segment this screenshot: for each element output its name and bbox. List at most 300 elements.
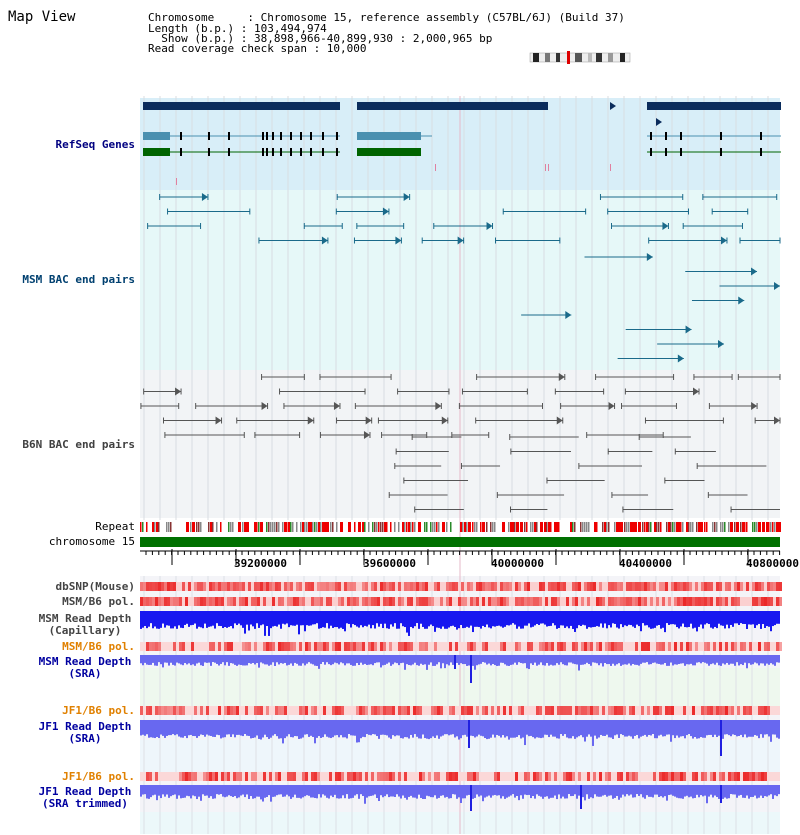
depth-bar [328,720,330,738]
repeat-mark [502,522,505,532]
heat-cell [425,582,428,591]
depth-bar [408,611,410,636]
repeat-mark [258,522,260,532]
depth-bar [358,720,360,742]
track-label-dbsnp[interactable]: dbSNP(Mouse) [55,580,135,593]
depth-bar [522,655,524,663]
depth-bar [446,611,448,629]
heat-cell [221,597,224,606]
heat-cell [230,582,233,591]
depth-bar [636,655,638,665]
heat-cell [635,642,638,651]
repeat-mark [656,522,658,532]
heat-cell [347,597,350,606]
info-length: Length (b.p.) : 103,494,974 [148,22,327,35]
depth-bar [316,785,318,798]
depth-bar [146,611,148,628]
heat-cell [335,642,338,651]
repeat-mark [314,522,316,532]
depth-bar [678,655,680,664]
depth-bar [436,655,438,664]
depth-bar [758,655,760,665]
depth-bar [774,655,776,666]
depth-bar [266,720,268,737]
depth-bar [588,655,590,664]
depth-bar [364,611,366,626]
heat-cell [728,582,731,591]
depth-bar [498,785,500,795]
depth-bar [324,720,326,734]
depth-bar [764,611,766,628]
heat-cell [290,642,293,651]
depth-bar [330,785,332,796]
repeat-mark [634,522,637,532]
depth-bar [706,611,708,623]
depth-bar [182,655,184,665]
depth-bar [592,655,594,662]
repeat-mark [586,522,588,532]
depth-bar [546,785,548,796]
heat-cell [368,642,371,651]
heat-cell [341,706,344,715]
depth-bar [726,785,728,799]
repeat-mark [660,522,662,532]
exon [665,148,667,156]
repeat-mark [658,522,660,532]
depth-bar [222,655,224,662]
heat-cell [200,582,203,591]
heat-cell [362,706,365,715]
heat-cell [299,582,302,591]
depth-bar [472,655,474,666]
depth-bar [486,611,488,624]
heat-cell [287,582,290,591]
heat-cell [239,597,242,606]
depth-bar [756,785,758,798]
depth-bar [356,720,358,743]
track-label-msm-depth-capillary[interactable] [30,613,140,637]
depth-bar [656,611,658,626]
heat-cell [263,642,266,651]
depth-bar [372,611,374,625]
heat-cell [614,642,617,651]
depth-bar [364,655,366,664]
heat-cell [305,706,308,715]
depth-bar [270,785,272,802]
exon [760,148,762,156]
depth-bar [278,611,280,625]
depth-bar [318,655,320,669]
heat-cell [731,706,734,715]
heat-cell [692,706,695,715]
track-label-msm-b6-pol-2[interactable]: MSM/B6 pol. [62,640,135,653]
heat-cell [314,642,317,651]
depth-bar [546,720,548,735]
depth-bar [566,655,568,665]
repeat-mark [354,522,356,532]
depth-bar [636,611,638,625]
depth-bar [198,655,200,663]
heat-cell [539,597,542,606]
depth-bar [422,655,424,665]
heat-cell [182,772,185,781]
depth-bar [650,785,652,797]
depth-bar [408,785,410,797]
heat-cell [218,642,221,651]
depth-bar [584,785,586,800]
depth-bar [626,720,628,737]
depth-bar [758,720,760,738]
depth-bar [412,611,414,628]
depth-bar [624,720,626,737]
heat-cell [620,597,623,606]
depth-bar [762,785,764,798]
repeat-mark [230,522,232,532]
depth-bar [532,611,534,627]
depth-bar [612,785,614,799]
depth-bar [722,785,724,799]
depth-bar [416,785,418,799]
track-label-jf1-depth-trimmed[interactable] [30,786,140,810]
depth-bar [184,720,186,736]
repeat-mark [688,522,690,532]
depth-bar [658,655,660,664]
depth-bar [256,611,258,623]
depth-bar [150,785,152,797]
heat-cell [644,597,647,606]
depth-bar [638,655,640,666]
heat-cell [719,597,722,606]
heat-cell [266,642,269,651]
exon [272,148,274,156]
depth-bar [458,611,460,628]
heat-cell [155,642,158,651]
repeat-mark [674,522,676,532]
depth-bar [600,720,602,735]
exon [272,132,274,140]
heat-cell [701,772,704,781]
heat-cell [356,597,359,606]
heat-cell [644,582,647,591]
heat-cell [404,642,407,651]
depth-bar [216,720,218,735]
repeat-mark [672,522,674,532]
depth-bar [146,720,148,734]
depth-bar [144,785,146,794]
heat-cell [680,582,683,591]
heat-cell [221,582,224,591]
depth-bar [400,655,402,663]
depth-bar [360,720,362,738]
heat-cell [668,642,671,651]
depth-bar [728,720,730,735]
depth-bar [386,720,388,735]
depth-bar [570,655,572,662]
depth-bar [622,611,624,627]
heat-cell [170,597,173,606]
heat-cell [203,597,206,606]
depth-bar [462,720,464,735]
depth-bar [510,785,512,795]
depth-bar [748,720,750,737]
heat-cell [404,582,407,591]
depth-bar [240,785,242,796]
depth-bar [590,785,592,797]
depth-bar [752,611,754,624]
depth-bar [394,720,396,736]
depth-bar [548,720,550,737]
depth-bar [518,611,520,627]
depth-bar [228,720,230,734]
heat-cell [152,597,155,606]
depth-bar [426,720,428,739]
depth-bar [424,720,426,738]
heat-cell [617,642,620,651]
heat-cell [734,772,737,781]
repeat-mark [170,522,172,532]
heat-cell [665,706,668,715]
depth-bar [624,611,626,625]
depth-bar [694,785,696,798]
depth-bar [594,611,596,627]
depth-bar [644,611,646,625]
depth-bar [346,655,348,663]
depth-bar [492,655,494,664]
heat-cell [281,706,284,715]
heat-cell [767,706,770,715]
depth-bar [446,720,448,734]
depth-bar [176,720,178,734]
heat-cell [446,582,449,591]
depth-bar [210,611,212,626]
heat-cell [266,582,269,591]
heat-cell [188,582,191,591]
heat-cell [638,582,641,591]
heat-cell [695,582,698,591]
depth-bar [378,720,380,739]
repeat-mark [680,522,682,532]
depth-bar [572,720,574,736]
depth-bar [158,611,160,629]
repeat-mark [670,522,672,532]
depth-bar [464,611,466,628]
depth-bar [342,655,344,663]
depth-bar [264,655,266,664]
depth-bar [548,611,550,626]
depth-bar [752,785,754,797]
heat-cell [605,642,608,651]
depth-bar [476,611,478,627]
depth-bar [388,655,390,663]
depth-bar [648,785,650,797]
heat-cell [734,582,737,591]
depth-bar [436,611,438,628]
depth-bar [730,720,732,736]
depth-bar [320,785,322,798]
heat-cell [248,582,251,591]
depth-bar [620,785,622,798]
depth-bar [194,655,196,666]
heat-cell [698,597,701,606]
track-label-msm-bac[interactable]: MSM BAC end pairs [22,273,135,286]
heat-cell [548,642,551,651]
heat-cell [416,582,419,591]
depth-bar [352,785,354,798]
heat-cell [323,706,326,715]
heat-cell [725,706,728,715]
heat-cell [323,582,326,591]
depth-bar [562,720,564,736]
depth-bar [212,655,214,662]
depth-bar [584,720,586,742]
depth-bar [778,655,780,663]
heat-cell [674,582,677,591]
depth-bar [172,785,174,795]
heat-cell [608,642,611,651]
depth-bar [498,611,500,626]
depth-bar [512,611,514,623]
depth-bar [568,611,570,628]
depth-bar [686,655,688,664]
depth-bar [270,611,272,628]
heat-cell [290,772,293,781]
heat-cell [638,597,641,606]
repeat-mark [624,522,626,532]
depth-bar [380,611,382,624]
heat-cell [560,582,563,591]
repeat-mark [520,522,523,532]
heat-cell [194,582,197,591]
depth-bar [652,611,654,629]
depth-bar [508,611,510,625]
heat-cell [365,772,368,781]
depth-bar [438,655,440,662]
heat-cell [152,642,155,651]
depth-bar [466,655,468,666]
track-label-jf1-b6-pol[interactable]: JF1/B6 pol. [62,704,135,717]
depth-bar [432,655,434,666]
heat-cell [233,582,236,591]
depth-bar [324,611,326,628]
exon [336,148,338,156]
track-label-msm-b6-pol[interactable]: MSM/B6 pol. [62,595,135,608]
heat-cell [398,706,401,715]
depth-bar [208,611,210,627]
repeat-mark [260,522,263,532]
heat-cell [380,772,383,781]
heat-cell [656,597,659,606]
heat-cell [257,597,260,606]
depth-bar [410,611,412,627]
depth-bar [666,611,668,623]
depth-bar [770,611,772,631]
depth-bar [398,785,400,797]
depth-bar [604,720,606,736]
depth-bar [564,655,566,665]
depth-bar [322,785,324,794]
depth-bar [772,785,774,799]
depth-bar [266,785,268,797]
depth-bar [374,611,376,629]
depth-bar [384,785,386,796]
depth-bar [744,785,746,798]
depth-bar [720,655,722,666]
depth-bar [304,720,306,735]
label-line-2: (Capillary) [48,624,122,637]
depth-bar [466,785,468,795]
depth-bar [230,720,232,737]
depth-bar [140,785,142,797]
depth-bar [428,720,430,739]
depth-bar [356,655,358,663]
depth-bar [522,720,524,738]
heat-cell [731,772,734,781]
heat-cell [416,706,419,715]
heat-cell [374,642,377,651]
depth-bar [232,655,234,664]
depth-bar [430,655,432,662]
heat-cell [461,706,464,715]
track-label-jf1-b6-pol-2[interactable]: JF1/B6 pol. [62,770,135,783]
heat-cell [338,706,341,715]
heat-cell [647,642,650,651]
depth-bar [160,611,162,628]
heat-cell [470,642,473,651]
repeat-mark [216,522,218,532]
depth-bar [394,611,396,623]
repeat-mark [438,522,440,532]
depth-bar [230,785,232,796]
depth-bar [150,655,152,665]
depth-bar [640,655,642,664]
track-label-jf1-depth-sra[interactable] [30,721,140,745]
heat-cell [254,642,257,651]
depth-bar [574,655,576,664]
track-label-chromosome: chromosome 15 [48,535,135,548]
heat-cell [611,597,614,606]
depth-bar [514,785,516,798]
repeat-mark [716,522,718,532]
depth-bar [430,720,432,738]
depth-bar [602,655,604,666]
heat-cell [572,582,575,591]
heat-cell [773,582,776,591]
depth-bar [334,785,336,795]
heat-cell [347,582,350,591]
track-label-msm-depth-sra[interactable] [30,656,140,680]
heat-cell [146,706,149,715]
track-label-b6n-bac[interactable]: B6N BAC end pairs [22,438,135,451]
depth-bar [326,785,328,798]
depth-bar [164,720,166,738]
depth-bar [616,655,618,664]
heat-cell [587,597,590,606]
depth-bar [388,720,390,738]
depth-bar [718,785,720,799]
depth-bar [668,655,670,666]
track-label-repeat: Repeat [95,520,135,533]
depth-bar [286,785,288,795]
depth-bar [666,720,668,735]
depth-bar [696,611,698,631]
depth-bar [250,720,252,738]
repeat-mark [376,522,378,532]
track-label-refseq[interactable]: RefSeq Genes [55,138,135,151]
depth-bar [726,655,728,663]
depth-bar [558,655,560,665]
heat-cell [419,706,422,715]
heat-cell [668,772,671,781]
